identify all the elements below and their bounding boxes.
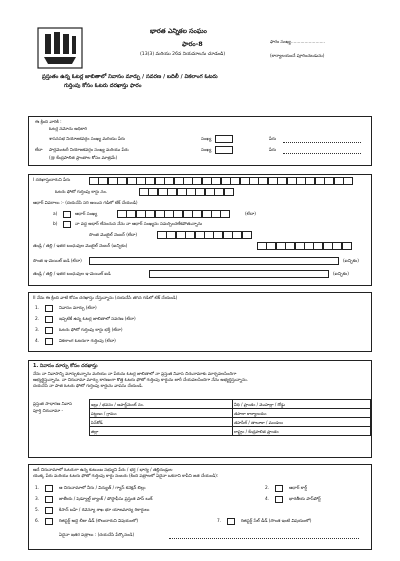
doc-4-num: 4. xyxy=(265,497,270,502)
full-address-label: పూర్తి చిరునామా - xyxy=(33,409,64,414)
pincode-cell[interactable]: పిన్‌కోడ్ xyxy=(90,418,233,427)
doc-3-num: 3. xyxy=(35,497,40,502)
email-field[interactable] xyxy=(89,257,339,265)
pc-prefix: లేదా xyxy=(35,148,43,153)
purpose-3-label: ఓటరు ఫోటో గుర్తింపు కార్డు భర్తీ (లేదా) xyxy=(59,328,123,333)
doc-2-label: ఆధార్ కార్డ్ xyxy=(289,486,308,491)
town-cell[interactable]: పట్టణం / గ్రామం xyxy=(90,409,233,418)
aadhaar-a-label: ఆధార్ సంఖ్య xyxy=(75,212,98,217)
applicant-name-label: I దరఖాస్తుదారుని పేరు xyxy=(33,178,71,183)
section-1-block xyxy=(28,360,372,458)
post-office-cell[interactable]: తపాలా కార్యాలయం xyxy=(233,409,371,418)
doc-6-checkbox[interactable] xyxy=(45,518,53,525)
purpose-4-num: 4. xyxy=(35,339,40,344)
email-optional: (ఐచ్ఛికం) xyxy=(343,259,359,264)
relative-email-label: తండ్రి / తల్లి / ఇతర బంధువుల ఇ-మెయిల్ ఐడి xyxy=(33,272,111,277)
aadhaar-a-num: a) xyxy=(53,212,58,217)
documents-block xyxy=(28,464,372,550)
ac-name-field[interactable] xyxy=(283,142,361,143)
doc-5-checkbox[interactable] xyxy=(45,507,53,514)
relative-email-optional: (ఐచ్ఛికం) xyxy=(333,272,349,277)
doc-4-checkbox[interactable] xyxy=(275,496,283,503)
purpose-4-label: వికలాంగ ఓటరుగా గుర్తింపు (లేదా) xyxy=(59,339,116,344)
aadhaar-cells[interactable] xyxy=(117,210,230,218)
relative-email-field[interactable] xyxy=(149,270,329,278)
doc-3-label: జాతీయ / షెడ్యూల్డ్ బ్యాంక్ / పోస్టాఫీసు ప్రస్తుత పాస్ బుక్ xyxy=(59,497,153,502)
other-document-label: ఏదైనా ఇతర పత్రాలు : (దయచేసి పేర్కొనండి) xyxy=(59,533,135,538)
doc-6-label: రిజిస్టర్డ్ అద్దె లీజు డీడ్ (కౌలుదారుని విషయంలో) xyxy=(59,519,139,524)
present-address-label: ప్రస్తుత సాధారణ నివాస xyxy=(33,402,73,407)
doc-1-label: ఆ చిరునామాలో నీరు / విద్యుత్ / గ్యాస్ కనెక్షన్ బిల్లు xyxy=(59,486,146,491)
district-cell[interactable]: జిల్లా xyxy=(90,427,233,436)
doc-7-checkbox[interactable] xyxy=(227,518,235,525)
aadhaar-b-label: నా వద్ద ఆధార్ లేనందున నేను నా ఆధార్ సంఖ్యను సమర్పించలేకపోతున్నాను xyxy=(75,222,203,227)
purpose-1-label: నివాసం మార్పు (లేదా) xyxy=(59,306,97,311)
pc-note: (@ కేంద్రపాలిత ప్రాంతాల కోసం మాత్రమే) xyxy=(49,156,118,161)
form-name: ఫారం-8 xyxy=(182,40,203,48)
email-label: సొంత ఇ-మెయిల్ ఐడి (లేదా) xyxy=(33,259,82,264)
aadhaar-a-checkbox[interactable] xyxy=(63,211,71,218)
doc-1-checkbox[interactable] xyxy=(45,485,53,492)
header-title: భారత ఎన్నికల సంఘం xyxy=(150,27,207,35)
doc-2-checkbox[interactable] xyxy=(275,485,283,492)
purpose-heading: II నేను ఈ క్రింది వాటి కోసం దరఖాస్తు చేస్తున్నాను (దయచేసి తగిన గడిలో టిక్ చేయండి) xyxy=(33,296,178,301)
documents-line1: అదే చిరునామాలో ఓటరుగా ఉన్న కుటుంబ సభ్యుని పేరు / భర్త / భార్య / తల్లిదండ్రుల xyxy=(33,468,173,473)
relative-mobile-label: తండ్రి / తల్లి / ఇతర బంధువుల మొబైల్ నెంబర్ (ఐచ్ఛికం) xyxy=(33,244,128,249)
rule-reference: (13(3) మరియు 26వ నియమాలను చూడండి) xyxy=(140,52,226,57)
section-1-para2: అభ్యర్థిస్తున్నాను. నా చిరునామా మార్పు కారణంగా కొత్త ఓటరు ఫోటో గుర్తింపు కార్డును జారీ చేయవలసిందిగా నేను అభ్యర్థిస్తున్నాను. xyxy=(33,378,248,383)
purpose-3-checkbox[interactable] xyxy=(45,327,53,334)
applicant-block xyxy=(28,174,372,286)
section-1-heading: 1. నివాసం మార్పు కోసం దరఖాస్తు xyxy=(33,364,98,369)
ac-name-label: పేరు xyxy=(269,137,277,142)
doc-3-checkbox[interactable] xyxy=(45,496,53,503)
pc-label: పార్లమెంటరీ నియోజకవర్గం సంఖ్య మరియు పేరు xyxy=(49,148,129,153)
doc-7-num: 7. xyxy=(217,519,222,524)
form-subtitle-line1: ప్రస్తుతం ఉన్న ఓటర్ల జాబితాలో నివాసం మార్పు / సవరణ / బదిలీ / వికలాంగ ఓటరు xyxy=(42,74,218,80)
purpose-4-checkbox[interactable] xyxy=(45,338,53,345)
purpose-2-checkbox[interactable] xyxy=(45,316,53,323)
street-cell[interactable]: వీధి / ప్రాంతం / మొహల్లా / రోడ్డు xyxy=(233,400,371,409)
pc-number-field[interactable] xyxy=(215,146,233,154)
doc-7-label: రిజిస్టర్డ్ సేల్ డీడ్ (సొంత ఇంటి విషయంలో) xyxy=(241,519,312,524)
ac-number-label: సంఖ్య xyxy=(201,137,212,142)
tehsil-cell[interactable]: తహసీల్ / తాలూకా / మండలం xyxy=(233,418,371,427)
applicant-name-cells[interactable] xyxy=(89,177,352,185)
purpose-3-num: 3. xyxy=(35,328,40,333)
doc-5-num: 5. xyxy=(35,508,40,513)
purpose-2-num: 2. xyxy=(35,317,40,322)
eci-logo xyxy=(36,26,84,70)
ac-label: శాసనసభ నియోజకవర్గం సంఖ్య మరియు పేరు xyxy=(49,137,126,142)
doc-5-label: కిసాన్ బహి / రెవెన్యూ శాఖ భూ యాజమాన్య రికార్డులు xyxy=(59,508,150,513)
doc-6-num: 6. xyxy=(35,519,40,524)
doc-2-num: 2. xyxy=(265,486,270,491)
aadhaar-b-checkbox[interactable] xyxy=(63,221,71,228)
documents-line2: యొక్క పేరు మరియు ఓటరు ఫోటో గుర్తింపు కార్డు నంబరు (కింది పత్రాలలో ఏదైనా ఒకదాని కాపీని జత చేయండి): xyxy=(33,474,219,479)
relative-mobile-cells[interactable] xyxy=(257,242,351,250)
pc-number-label: సంఖ్య xyxy=(201,148,212,153)
house-no-cell[interactable]: ఇల్లు / భవనం / అపార్ట్‌మెంట్ నం. xyxy=(90,400,233,409)
doc-4-label: భారతీయ పాస్‌పోర్ట్ xyxy=(289,497,321,502)
state-cell[interactable]: రాష్ట్రం / కేంద్రపాలిత ప్రాంతం xyxy=(233,427,371,436)
aadhaar-label: ఆధార్ వివరాలు :- (దయచేసి సరి అయిన గడిలో టిక్ చేయండి) xyxy=(33,201,138,206)
mobile-cells[interactable] xyxy=(157,231,251,239)
aadhaar-or: (లేదా) xyxy=(245,212,256,217)
other-document-field[interactable] xyxy=(169,538,359,539)
pc-name-label: పేరు xyxy=(269,148,277,153)
address-block xyxy=(28,116,372,166)
section-1-para3: దయచేసి నా పాత ఓటరు ఫోటో గుర్తింపు కార్డును వాపసు చేయండి. xyxy=(33,384,144,389)
to-label: ఈ క్రింది వారికి : xyxy=(35,120,62,125)
form-number-label: ఫారం సంఖ్య......................... xyxy=(270,40,326,45)
purpose-1-checkbox[interactable] xyxy=(45,305,53,312)
pc-name-field[interactable] xyxy=(283,153,361,154)
address-table xyxy=(89,399,371,436)
purpose-block xyxy=(28,292,372,352)
aadhaar-b-num: b) xyxy=(53,222,58,227)
doc-1-num: 1. xyxy=(35,486,40,491)
epic-label: ఓటరు ఫోటో గుర్తింపు కార్డు నం. xyxy=(55,190,108,195)
office-use-note: (కార్యాలయంచే పూరించబడును) xyxy=(270,54,325,59)
ac-number-field[interactable] xyxy=(215,135,233,143)
section-1-para1: నేను నా నివాసాన్ని మార్చుకున్నాను మరియు నా పేరును ఓటర్ల జాబితాలో నా ప్రస్తుత నివాస చిరునామాకు మార్చవలసిందిగా xyxy=(33,372,237,377)
form-subtitle-line2: గుర్తింపు కోసం ఓటరు దరఖాస్తు ఫారం xyxy=(64,83,142,89)
officer-label: ఓటర్ల నమోదు అధికారి xyxy=(49,127,87,132)
mobile-label: సొంత మొబైల్ నెంబర్ (లేదా) xyxy=(89,233,138,238)
epic-cells[interactable] xyxy=(139,188,233,196)
purpose-1-num: 1. xyxy=(35,306,40,311)
purpose-2-label: ఇప్పటికే ఉన్న ఓటర్ల జాబితాలో సవరణ (లేదా) xyxy=(59,317,136,322)
